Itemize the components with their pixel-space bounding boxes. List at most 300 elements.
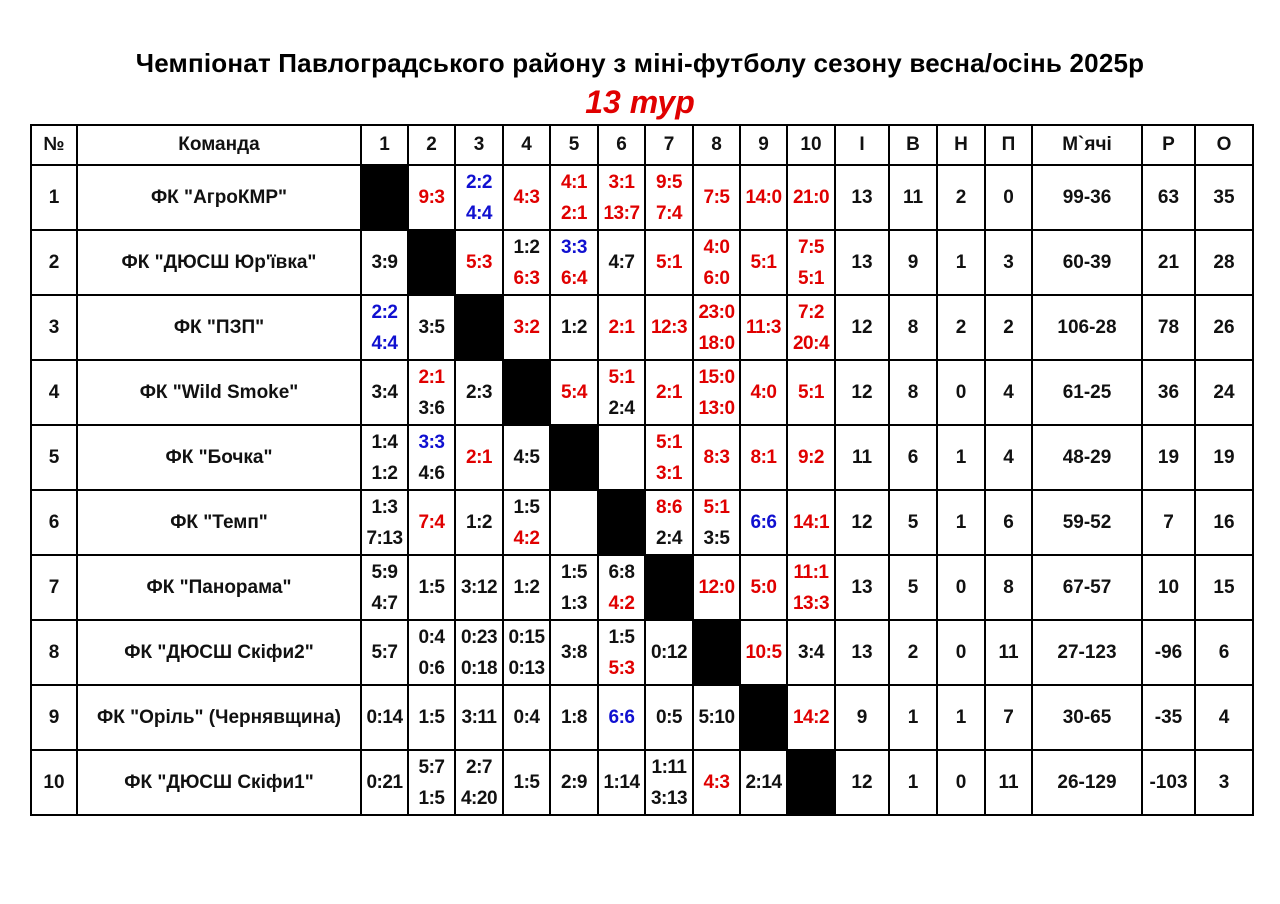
match-result-cell bbox=[550, 360, 598, 425]
row-number: 6 bbox=[31, 490, 77, 555]
team-name: ФК "Панорама" bbox=[77, 555, 361, 620]
losses-cell: 6 bbox=[985, 490, 1032, 555]
match-result-cell bbox=[693, 490, 740, 555]
self-match-cell bbox=[455, 295, 503, 360]
match-score: 9:2 bbox=[798, 447, 824, 468]
match-result-cell bbox=[693, 555, 740, 620]
match-score: 4:5 bbox=[513, 447, 540, 468]
row-number: 7 bbox=[31, 555, 77, 620]
self-match-cell bbox=[693, 620, 740, 685]
match-result-cell bbox=[740, 490, 787, 555]
match-score: 2:1 bbox=[656, 382, 682, 403]
match-result-cell bbox=[408, 165, 455, 230]
match-result-cell bbox=[645, 360, 693, 425]
match-result-cell bbox=[787, 165, 835, 230]
match-score: 1:3 bbox=[371, 496, 398, 518]
goals-cell: 27-123 bbox=[1032, 620, 1142, 685]
column-header: 7 bbox=[645, 125, 693, 165]
match-score: 4:1 bbox=[561, 171, 587, 193]
draws-cell: 1 bbox=[937, 230, 985, 295]
match-score: 5:3 bbox=[466, 252, 492, 273]
points-cell: 16 bbox=[1195, 490, 1253, 555]
table-row bbox=[31, 620, 1253, 685]
match-score: 1:5 bbox=[418, 707, 445, 728]
match-result-cell bbox=[740, 230, 787, 295]
self-match-cell bbox=[645, 555, 693, 620]
losses-cell: 4 bbox=[985, 360, 1032, 425]
match-score: 23:0 bbox=[698, 301, 735, 323]
match-result-cell bbox=[740, 360, 787, 425]
goals-cell: 67-57 bbox=[1032, 555, 1142, 620]
team-name: ФК "Бочка" bbox=[77, 425, 361, 490]
match-result-cell bbox=[550, 685, 598, 750]
goals-cell: 106-28 bbox=[1032, 295, 1142, 360]
points-cell: 19 bbox=[1195, 425, 1253, 490]
losses-cell: 4 bbox=[985, 425, 1032, 490]
match-score: 2:9 bbox=[561, 772, 587, 793]
match-score: 2:4 bbox=[656, 527, 682, 549]
wins-cell: 6 bbox=[889, 425, 937, 490]
match-score: 0:15 bbox=[508, 626, 545, 648]
match-result-cell bbox=[408, 490, 455, 555]
match-score: 3:2 bbox=[513, 317, 540, 338]
match-score: 0:21 bbox=[366, 772, 403, 793]
match-score: 1:5 bbox=[513, 772, 540, 793]
row-number: 1 bbox=[31, 165, 77, 230]
match-score: 0:14 bbox=[366, 707, 403, 728]
match-score: 5:1 bbox=[608, 366, 635, 388]
draws-cell: 0 bbox=[937, 750, 985, 815]
match-score: 3:4 bbox=[798, 642, 824, 663]
match-result-cell bbox=[503, 620, 550, 685]
games-played-cell: 9 bbox=[835, 685, 889, 750]
match-score: 2:1 bbox=[608, 317, 635, 338]
match-result-cell bbox=[740, 555, 787, 620]
column-header: І bbox=[835, 125, 889, 165]
match-score: 4:3 bbox=[703, 772, 730, 793]
match-result-cell bbox=[645, 750, 693, 815]
table-body bbox=[31, 165, 1253, 815]
match-score: 0:12 bbox=[650, 642, 688, 663]
match-score: 1:14 bbox=[603, 772, 640, 793]
column-header: 5 bbox=[550, 125, 598, 165]
match-result-cell bbox=[740, 295, 787, 360]
losses-cell: 11 bbox=[985, 620, 1032, 685]
match-score: 1:11 bbox=[651, 756, 687, 778]
match-score: 2:3 bbox=[466, 382, 492, 403]
self-match-cell bbox=[787, 750, 835, 815]
match-score: 4:2 bbox=[513, 527, 540, 549]
match-score: 5:3 bbox=[608, 657, 635, 679]
goal-difference-cell: -103 bbox=[1142, 750, 1195, 815]
match-score: 1:2 bbox=[561, 317, 587, 338]
match-score: 1:5 bbox=[513, 496, 540, 518]
match-score: 4:7 bbox=[371, 592, 398, 614]
match-result-cell bbox=[693, 295, 740, 360]
match-result-cell bbox=[455, 685, 503, 750]
match-result-cell bbox=[503, 295, 550, 360]
draws-cell: 0 bbox=[937, 360, 985, 425]
match-score: 4:4 bbox=[466, 202, 492, 224]
match-score: 1:5 bbox=[608, 626, 635, 648]
games-played-cell: 11 bbox=[835, 425, 889, 490]
row-number: 5 bbox=[31, 425, 77, 490]
match-score: 2:14 bbox=[745, 772, 782, 793]
round-title: 13 тур bbox=[585, 84, 695, 120]
losses-cell: 11 bbox=[985, 750, 1032, 815]
goals-cell: 59-52 bbox=[1032, 490, 1142, 555]
match-score: 2:7 bbox=[466, 756, 492, 778]
match-score: 2:1 bbox=[561, 202, 587, 224]
match-result-cell bbox=[361, 360, 408, 425]
goals-cell: 26-129 bbox=[1032, 750, 1142, 815]
table-row bbox=[31, 295, 1253, 360]
match-score: 8:3 bbox=[703, 447, 730, 468]
standings-table bbox=[30, 124, 1254, 816]
match-score: 4:7 bbox=[608, 252, 635, 273]
match-score: 5:4 bbox=[561, 382, 587, 403]
wins-cell: 1 bbox=[889, 750, 937, 815]
match-result-cell bbox=[645, 230, 693, 295]
table-row bbox=[31, 165, 1253, 230]
match-result-cell bbox=[550, 620, 598, 685]
match-score: 1:2 bbox=[466, 512, 492, 533]
match-result-cell bbox=[598, 230, 645, 295]
match-result-cell bbox=[455, 750, 503, 815]
row-number: 8 bbox=[31, 620, 77, 685]
match-score: 3:11 bbox=[461, 707, 497, 728]
row-number: 9 bbox=[31, 685, 77, 750]
goal-difference-cell: 19 bbox=[1142, 425, 1195, 490]
points-cell: 6 bbox=[1195, 620, 1253, 685]
match-score: 2:1 bbox=[466, 447, 492, 468]
match-result-cell bbox=[740, 425, 787, 490]
match-score: 3:5 bbox=[703, 527, 730, 549]
match-score: 8:1 bbox=[750, 447, 777, 468]
match-result-cell bbox=[645, 425, 693, 490]
match-score: 1:4 bbox=[371, 431, 398, 453]
match-score: 20:4 bbox=[792, 332, 830, 354]
match-score: 14:1 bbox=[792, 512, 830, 533]
wins-cell: 2 bbox=[889, 620, 937, 685]
table-row bbox=[31, 685, 1253, 750]
losses-cell: 3 bbox=[985, 230, 1032, 295]
match-score: 8:6 bbox=[656, 496, 682, 518]
match-result-cell bbox=[408, 685, 455, 750]
losses-cell: 0 bbox=[985, 165, 1032, 230]
games-played-cell: 12 bbox=[835, 750, 889, 815]
match-score: 4:6 bbox=[418, 462, 445, 484]
goals-cell: 48-29 bbox=[1032, 425, 1142, 490]
match-score: 2:4 bbox=[608, 397, 635, 419]
match-score: 5:1 bbox=[798, 267, 824, 289]
match-score: 4:3 bbox=[513, 187, 540, 208]
goal-difference-cell: 36 bbox=[1142, 360, 1195, 425]
match-score: 1:3 bbox=[561, 592, 587, 614]
team-name: ФК "АгроКМР" bbox=[77, 165, 361, 230]
match-score: 1:5 bbox=[418, 577, 445, 598]
match-result-cell bbox=[408, 555, 455, 620]
goal-difference-cell: 21 bbox=[1142, 230, 1195, 295]
match-result-cell bbox=[361, 685, 408, 750]
match-score: 5:7 bbox=[418, 756, 445, 778]
games-played-cell: 12 bbox=[835, 490, 889, 555]
points-cell: 35 bbox=[1195, 165, 1253, 230]
match-result-cell bbox=[503, 685, 550, 750]
column-header: 8 bbox=[693, 125, 740, 165]
column-header: М`ячі bbox=[1032, 125, 1142, 165]
match-score: 4:2 bbox=[608, 592, 635, 614]
match-result-cell bbox=[645, 685, 693, 750]
match-result-cell bbox=[645, 490, 693, 555]
row-number: 10 bbox=[31, 750, 77, 815]
draws-cell: 0 bbox=[937, 555, 985, 620]
points-cell: 24 bbox=[1195, 360, 1253, 425]
wins-cell: 5 bbox=[889, 490, 937, 555]
draws-cell: 1 bbox=[937, 425, 985, 490]
match-score: 3:1 bbox=[656, 462, 682, 484]
match-result-cell bbox=[455, 490, 503, 555]
match-score: 5:1 bbox=[798, 382, 824, 403]
match-result-cell bbox=[787, 295, 835, 360]
match-score: 21:0 bbox=[792, 187, 830, 208]
match-result-cell bbox=[693, 230, 740, 295]
team-name: ФК "Wild Smoke" bbox=[77, 360, 361, 425]
goal-difference-cell: 10 bbox=[1142, 555, 1195, 620]
match-score: 5:10 bbox=[698, 707, 735, 728]
match-score: 3:1 bbox=[608, 171, 635, 193]
goals-cell: 60-39 bbox=[1032, 230, 1142, 295]
goal-difference-cell: -96 bbox=[1142, 620, 1195, 685]
self-match-cell bbox=[361, 165, 408, 230]
row-number: 4 bbox=[31, 360, 77, 425]
match-score: 2:1 bbox=[418, 366, 445, 388]
wins-cell: 1 bbox=[889, 685, 937, 750]
match-result-cell bbox=[693, 165, 740, 230]
match-result-cell bbox=[503, 490, 550, 555]
match-result-cell bbox=[361, 230, 408, 295]
column-header: П bbox=[985, 125, 1032, 165]
match-score: 0:4 bbox=[513, 707, 540, 728]
match-score: 7:2 bbox=[798, 301, 824, 323]
draws-cell: 1 bbox=[937, 685, 985, 750]
match-score: 1:5 bbox=[561, 561, 587, 583]
points-cell: 28 bbox=[1195, 230, 1253, 295]
match-score: 6:4 bbox=[561, 267, 587, 289]
match-score: 12:0 bbox=[698, 577, 735, 598]
match-result-cell bbox=[550, 555, 598, 620]
match-result-cell bbox=[550, 750, 598, 815]
match-score: 7:13 bbox=[366, 527, 403, 549]
match-score: 6:8 bbox=[608, 561, 635, 583]
match-result-cell bbox=[503, 425, 550, 490]
losses-cell: 7 bbox=[985, 685, 1032, 750]
match-score: 13:7 bbox=[603, 202, 640, 224]
match-score: 5:0 bbox=[750, 577, 777, 598]
match-score: 3:12 bbox=[460, 577, 498, 598]
match-score: 4:0 bbox=[750, 382, 777, 403]
match-result-cell bbox=[503, 230, 550, 295]
match-score: 0:18 bbox=[460, 657, 498, 679]
match-result-cell bbox=[787, 425, 835, 490]
match-score: 7:5 bbox=[703, 187, 730, 208]
match-result-cell bbox=[787, 685, 835, 750]
goal-difference-cell: 7 bbox=[1142, 490, 1195, 555]
match-score: 13:0 bbox=[698, 397, 735, 419]
match-score: 1:5 bbox=[418, 787, 445, 809]
match-result-cell bbox=[455, 555, 503, 620]
table-row bbox=[31, 360, 1253, 425]
match-result-cell bbox=[361, 490, 408, 555]
match-result-cell bbox=[787, 555, 835, 620]
match-result-cell bbox=[693, 750, 740, 815]
match-score: 0:23 bbox=[460, 626, 498, 648]
column-header: В bbox=[889, 125, 937, 165]
match-result-cell bbox=[598, 425, 645, 490]
match-score: 9:5 bbox=[656, 171, 682, 193]
match-result-cell bbox=[361, 425, 408, 490]
match-result-cell bbox=[361, 750, 408, 815]
table-row bbox=[31, 750, 1253, 815]
table-row bbox=[31, 425, 1253, 490]
match-score: 5:7 bbox=[371, 642, 398, 663]
games-played-cell: 12 bbox=[835, 360, 889, 425]
column-header: 4 bbox=[503, 125, 550, 165]
column-header: 2 bbox=[408, 125, 455, 165]
match-result-cell bbox=[408, 620, 455, 685]
goal-difference-cell: -35 bbox=[1142, 685, 1195, 750]
match-result-cell bbox=[455, 165, 503, 230]
match-score: 5:1 bbox=[656, 431, 682, 453]
wins-cell: 9 bbox=[889, 230, 937, 295]
match-result-cell bbox=[645, 165, 693, 230]
match-result-cell bbox=[693, 425, 740, 490]
wins-cell: 8 bbox=[889, 295, 937, 360]
match-result-cell bbox=[550, 490, 598, 555]
match-result-cell bbox=[740, 620, 787, 685]
match-score: 4:20 bbox=[460, 787, 498, 809]
match-result-cell bbox=[455, 425, 503, 490]
games-played-cell: 13 bbox=[835, 230, 889, 295]
self-match-cell bbox=[503, 360, 550, 425]
match-score: 7:4 bbox=[656, 202, 682, 224]
wins-cell: 5 bbox=[889, 555, 937, 620]
points-cell: 4 bbox=[1195, 685, 1253, 750]
match-result-cell bbox=[645, 620, 693, 685]
match-result-cell bbox=[503, 555, 550, 620]
match-score: 18:0 bbox=[698, 332, 735, 354]
match-score: 9:3 bbox=[418, 187, 445, 208]
match-result-cell bbox=[740, 165, 787, 230]
match-score: 0:6 bbox=[418, 657, 445, 679]
match-score: 3:3 bbox=[418, 431, 445, 453]
match-score: 7:5 bbox=[798, 236, 824, 258]
match-score: 11:1 bbox=[793, 561, 829, 583]
column-header: Н bbox=[937, 125, 985, 165]
match-result-cell bbox=[455, 360, 503, 425]
match-score: 6:6 bbox=[750, 512, 777, 533]
match-result-cell bbox=[408, 295, 455, 360]
match-score: 11:3 bbox=[746, 317, 781, 338]
column-header: 10 bbox=[787, 125, 835, 165]
points-cell: 3 bbox=[1195, 750, 1253, 815]
games-played-cell: 13 bbox=[835, 555, 889, 620]
match-score: 6:6 bbox=[608, 707, 635, 728]
match-score: 15:0 bbox=[698, 366, 735, 388]
match-score: 0:4 bbox=[418, 626, 445, 648]
match-result-cell bbox=[598, 555, 645, 620]
goals-cell: 30-65 bbox=[1032, 685, 1142, 750]
row-number: 3 bbox=[31, 295, 77, 360]
match-score: 5:9 bbox=[371, 561, 398, 583]
match-result-cell bbox=[503, 165, 550, 230]
self-match-cell bbox=[550, 425, 598, 490]
self-match-cell bbox=[598, 490, 645, 555]
match-score: 3:13 bbox=[650, 787, 688, 809]
match-score: 3:9 bbox=[371, 252, 398, 273]
games-played-cell: 12 bbox=[835, 295, 889, 360]
column-header: О bbox=[1195, 125, 1253, 165]
match-score: 4:0 bbox=[703, 236, 730, 258]
match-result-cell bbox=[455, 230, 503, 295]
team-name: ФК "ДЮСШ Скіфи2" bbox=[77, 620, 361, 685]
team-name: ФК "ДЮСШ Скіфи1" bbox=[77, 750, 361, 815]
wins-cell: 11 bbox=[889, 165, 937, 230]
match-result-cell bbox=[361, 555, 408, 620]
table-row bbox=[31, 555, 1253, 620]
match-score: 3:8 bbox=[561, 642, 587, 663]
match-score: 5:1 bbox=[656, 252, 682, 273]
table-row bbox=[31, 230, 1253, 295]
match-result-cell bbox=[598, 750, 645, 815]
column-header: Р bbox=[1142, 125, 1195, 165]
draws-cell: 0 bbox=[937, 620, 985, 685]
match-result-cell bbox=[693, 360, 740, 425]
match-score: 10:5 bbox=[745, 642, 782, 663]
draws-cell: 2 bbox=[937, 165, 985, 230]
match-score: 14:0 bbox=[745, 187, 782, 208]
match-score: 3:3 bbox=[561, 236, 587, 258]
goal-difference-cell: 78 bbox=[1142, 295, 1195, 360]
match-result-cell bbox=[693, 685, 740, 750]
match-score: 3:6 bbox=[418, 397, 445, 419]
goal-difference-cell: 63 bbox=[1142, 165, 1195, 230]
team-name: ФК "Темп" bbox=[77, 490, 361, 555]
self-match-cell bbox=[408, 230, 455, 295]
match-result-cell bbox=[408, 750, 455, 815]
match-score: 7:4 bbox=[418, 512, 445, 533]
row-number: 2 bbox=[31, 230, 77, 295]
match-result-cell bbox=[361, 620, 408, 685]
match-score: 1:2 bbox=[513, 236, 540, 258]
match-result-cell bbox=[598, 685, 645, 750]
column-header: 9 bbox=[740, 125, 787, 165]
match-result-cell bbox=[598, 360, 645, 425]
points-cell: 15 bbox=[1195, 555, 1253, 620]
match-score: 12:3 bbox=[650, 317, 688, 338]
match-result-cell bbox=[550, 165, 598, 230]
match-result-cell bbox=[598, 620, 645, 685]
games-played-cell: 13 bbox=[835, 165, 889, 230]
match-score: 3:4 bbox=[371, 382, 398, 403]
match-result-cell bbox=[787, 230, 835, 295]
match-score: 3:5 bbox=[418, 317, 445, 338]
column-header: № bbox=[31, 125, 77, 165]
match-result-cell bbox=[361, 295, 408, 360]
match-result-cell bbox=[787, 360, 835, 425]
match-score: 2:2 bbox=[466, 171, 492, 193]
match-score: 14:2 bbox=[792, 707, 830, 728]
